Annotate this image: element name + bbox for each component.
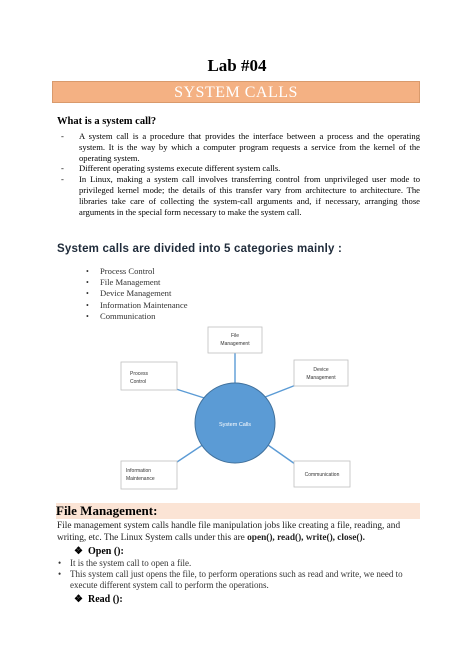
section-banner: SYSTEM CALLS: [52, 81, 420, 103]
center-label: System Calls: [218, 422, 252, 428]
node-label: Maintenance: [126, 476, 155, 482]
list-item: • Information Maintenance: [86, 300, 188, 311]
categories-heading: System calls are divided into 5 categories mainly :: [57, 243, 343, 255]
list-item: • File Management: [86, 277, 188, 288]
question-heading: What is a system call?: [57, 116, 157, 127]
node-device-management: [294, 360, 348, 386]
categories-list: [86, 266, 188, 322]
list-item: - Different operating systems execute different system calls.: [57, 163, 420, 174]
node-file-management: [208, 327, 262, 353]
node-information-maintenance: [121, 461, 177, 489]
node-label: File: [230, 333, 240, 339]
list-item: • It is the system call to open a file.: [57, 558, 423, 569]
list-item: • This system call just opens the file, to perform operations such as read and write, we need to execute different system call to perform the operations.: [57, 569, 423, 591]
read-heading-label: Read ():: [88, 594, 123, 605]
node-label: Information: [126, 468, 152, 474]
list-item: - In Linux, making a system call involves transferring control from unprivileged user mode to privileged kernel mode; the details of this transfer vary from architecture to architecture. The libraries take care of collecting the system-call arguments and, if necessary, arranging those arguments in the special form necessary to make the system call.: [57, 174, 420, 217]
node-label: Management: [220, 341, 250, 347]
diamond-bullet-icon: ❖: [74, 546, 83, 557]
intro-text: File management system calls handle file manipulation jobs like creating a file, reading, and writing, etc. The Linux System calls under this are: [57, 521, 401, 543]
open-heading: [74, 546, 124, 557]
node-label: Communication: [304, 472, 340, 478]
open-heading-label: Open ():: [88, 546, 124, 557]
file-management-intro: [57, 521, 423, 544]
diamond-bullet-icon: ❖: [74, 594, 83, 605]
list-item: • Device Management: [86, 288, 188, 299]
open-points-list: [57, 558, 423, 592]
file-management-heading: File Management:: [56, 503, 420, 519]
page-title: Lab #04: [207, 56, 267, 75]
node-label: Device: [313, 367, 329, 373]
list-item: • Communication: [86, 311, 188, 322]
intro-calls: open(), read(), write(), close().: [247, 532, 365, 543]
node-label: Control: [130, 379, 147, 385]
system-calls-diagram: [110, 322, 360, 500]
read-heading: [74, 594, 123, 605]
node-label: Management: [306, 375, 336, 381]
list-item: - A system call is a procedure that provides the interface between a process and the operating system. It is the way by which a computer program requests a service from the kernel of the operating system.: [57, 131, 420, 163]
definition-list: [57, 131, 420, 217]
node-label: Process: [130, 371, 149, 377]
list-item: • Process Control: [86, 266, 188, 277]
